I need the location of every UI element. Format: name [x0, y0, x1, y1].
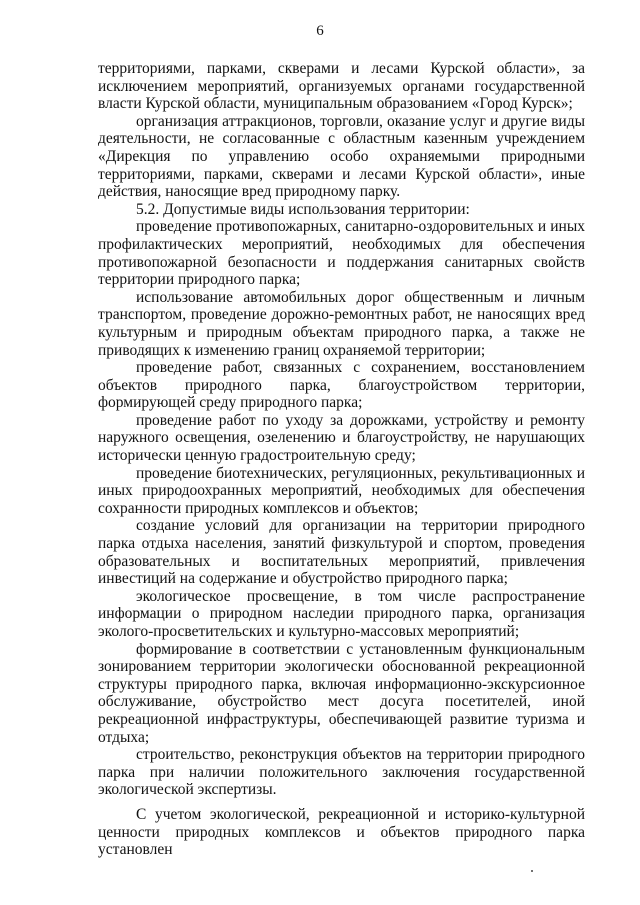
document-body: [98, 60, 585, 859]
paragraph-value-statement: С учетом экологической, рекреационной и историко-культурной ценности природных комплексов и объектов природного парка установлен: [98, 805, 585, 859]
list-item-paths-lighting: проведение работ по уходу за дорожками, устройству и ремонту наружного освещения, озеленению и благоустройству, не нарушающих исторически ценную градостроительную среду;: [98, 411, 585, 465]
page-number: 6: [316, 23, 324, 39]
list-item-roads: использование автомобильных дорог общественным и личным транспортом, проведение дорожно-ремонтных работ, не наносящих вред культурным и природным объектам природного парка, а также не приводящих к изменению границ охраняемой территории;: [98, 288, 585, 359]
list-item-fire-prevention: проведение противопожарных, санитарно-оздоровительных и иных профилактических мероприятий, необходимых для обеспечения противопожарной безопасности и поддержания санитарных свойств территории природного парка;: [98, 218, 585, 289]
paragraph-prohibited-attractions: организация аттракционов, торговли, оказание услуг и другие виды деятельности, не согласованные с областным казенным учреждением «Дирекция по управлению особо охраняемыми природными территориями, парками, скверами и лесами Курской области», иные действия, наносящие вред природному парку.: [98, 112, 585, 201]
list-item-ecological-education: экологическое просвещение, в том числе распространение информации о природном наследии природного парка, организация эколого-просветительских и культурно-массовых мероприятий;: [98, 587, 585, 640]
section-heading-5-2: 5.2. Допустимые виды использования территории:: [136, 200, 470, 218]
list-item-recreation-conditions: создание условий для организации на территории природного парка отдыха населения, занятий физкультурой и спортом, проведения образовательных и воспитательных мероприятий, привлечения инвестиций на содержание и обустройство природного парка;: [98, 517, 585, 588]
list-item-recreational-structure: формирование в соответствии с установленным функциональным зонированием территории экологически обоснованной рекреационной структуры природного парка, включая информационно-экскурсионное обслуживание, обустройство мест досуга посетителей, иной рекреационной инфраструктуры, обеспечивающей развитие туризма и отдыха;: [98, 640, 585, 746]
list-item-biotechnical: проведение биотехнических, регуляционных, рекультивационных и иных природоохранных мероприятий, необходимых для обеспечения сохранности природных комплексов и объектов;: [98, 464, 585, 517]
list-item-construction: строительство, реконструкция объектов на территории природного парка при наличии положительного заключения государственной экологической экспертизы.: [98, 746, 585, 799]
list-item-restoration: проведение работ, связанных с сохранением, восстановлением объектов природного парка, благоустройством территории, формирующей среду природного парка;: [98, 359, 585, 412]
paragraph-continuation: территориями, парками, скверами и лесами Курской области», за исключением мероприятий, организуемых органами государственной власти Курской области, муниципальным образованием «Город Курск»;: [98, 60, 585, 113]
scan-dot: [531, 870, 533, 872]
